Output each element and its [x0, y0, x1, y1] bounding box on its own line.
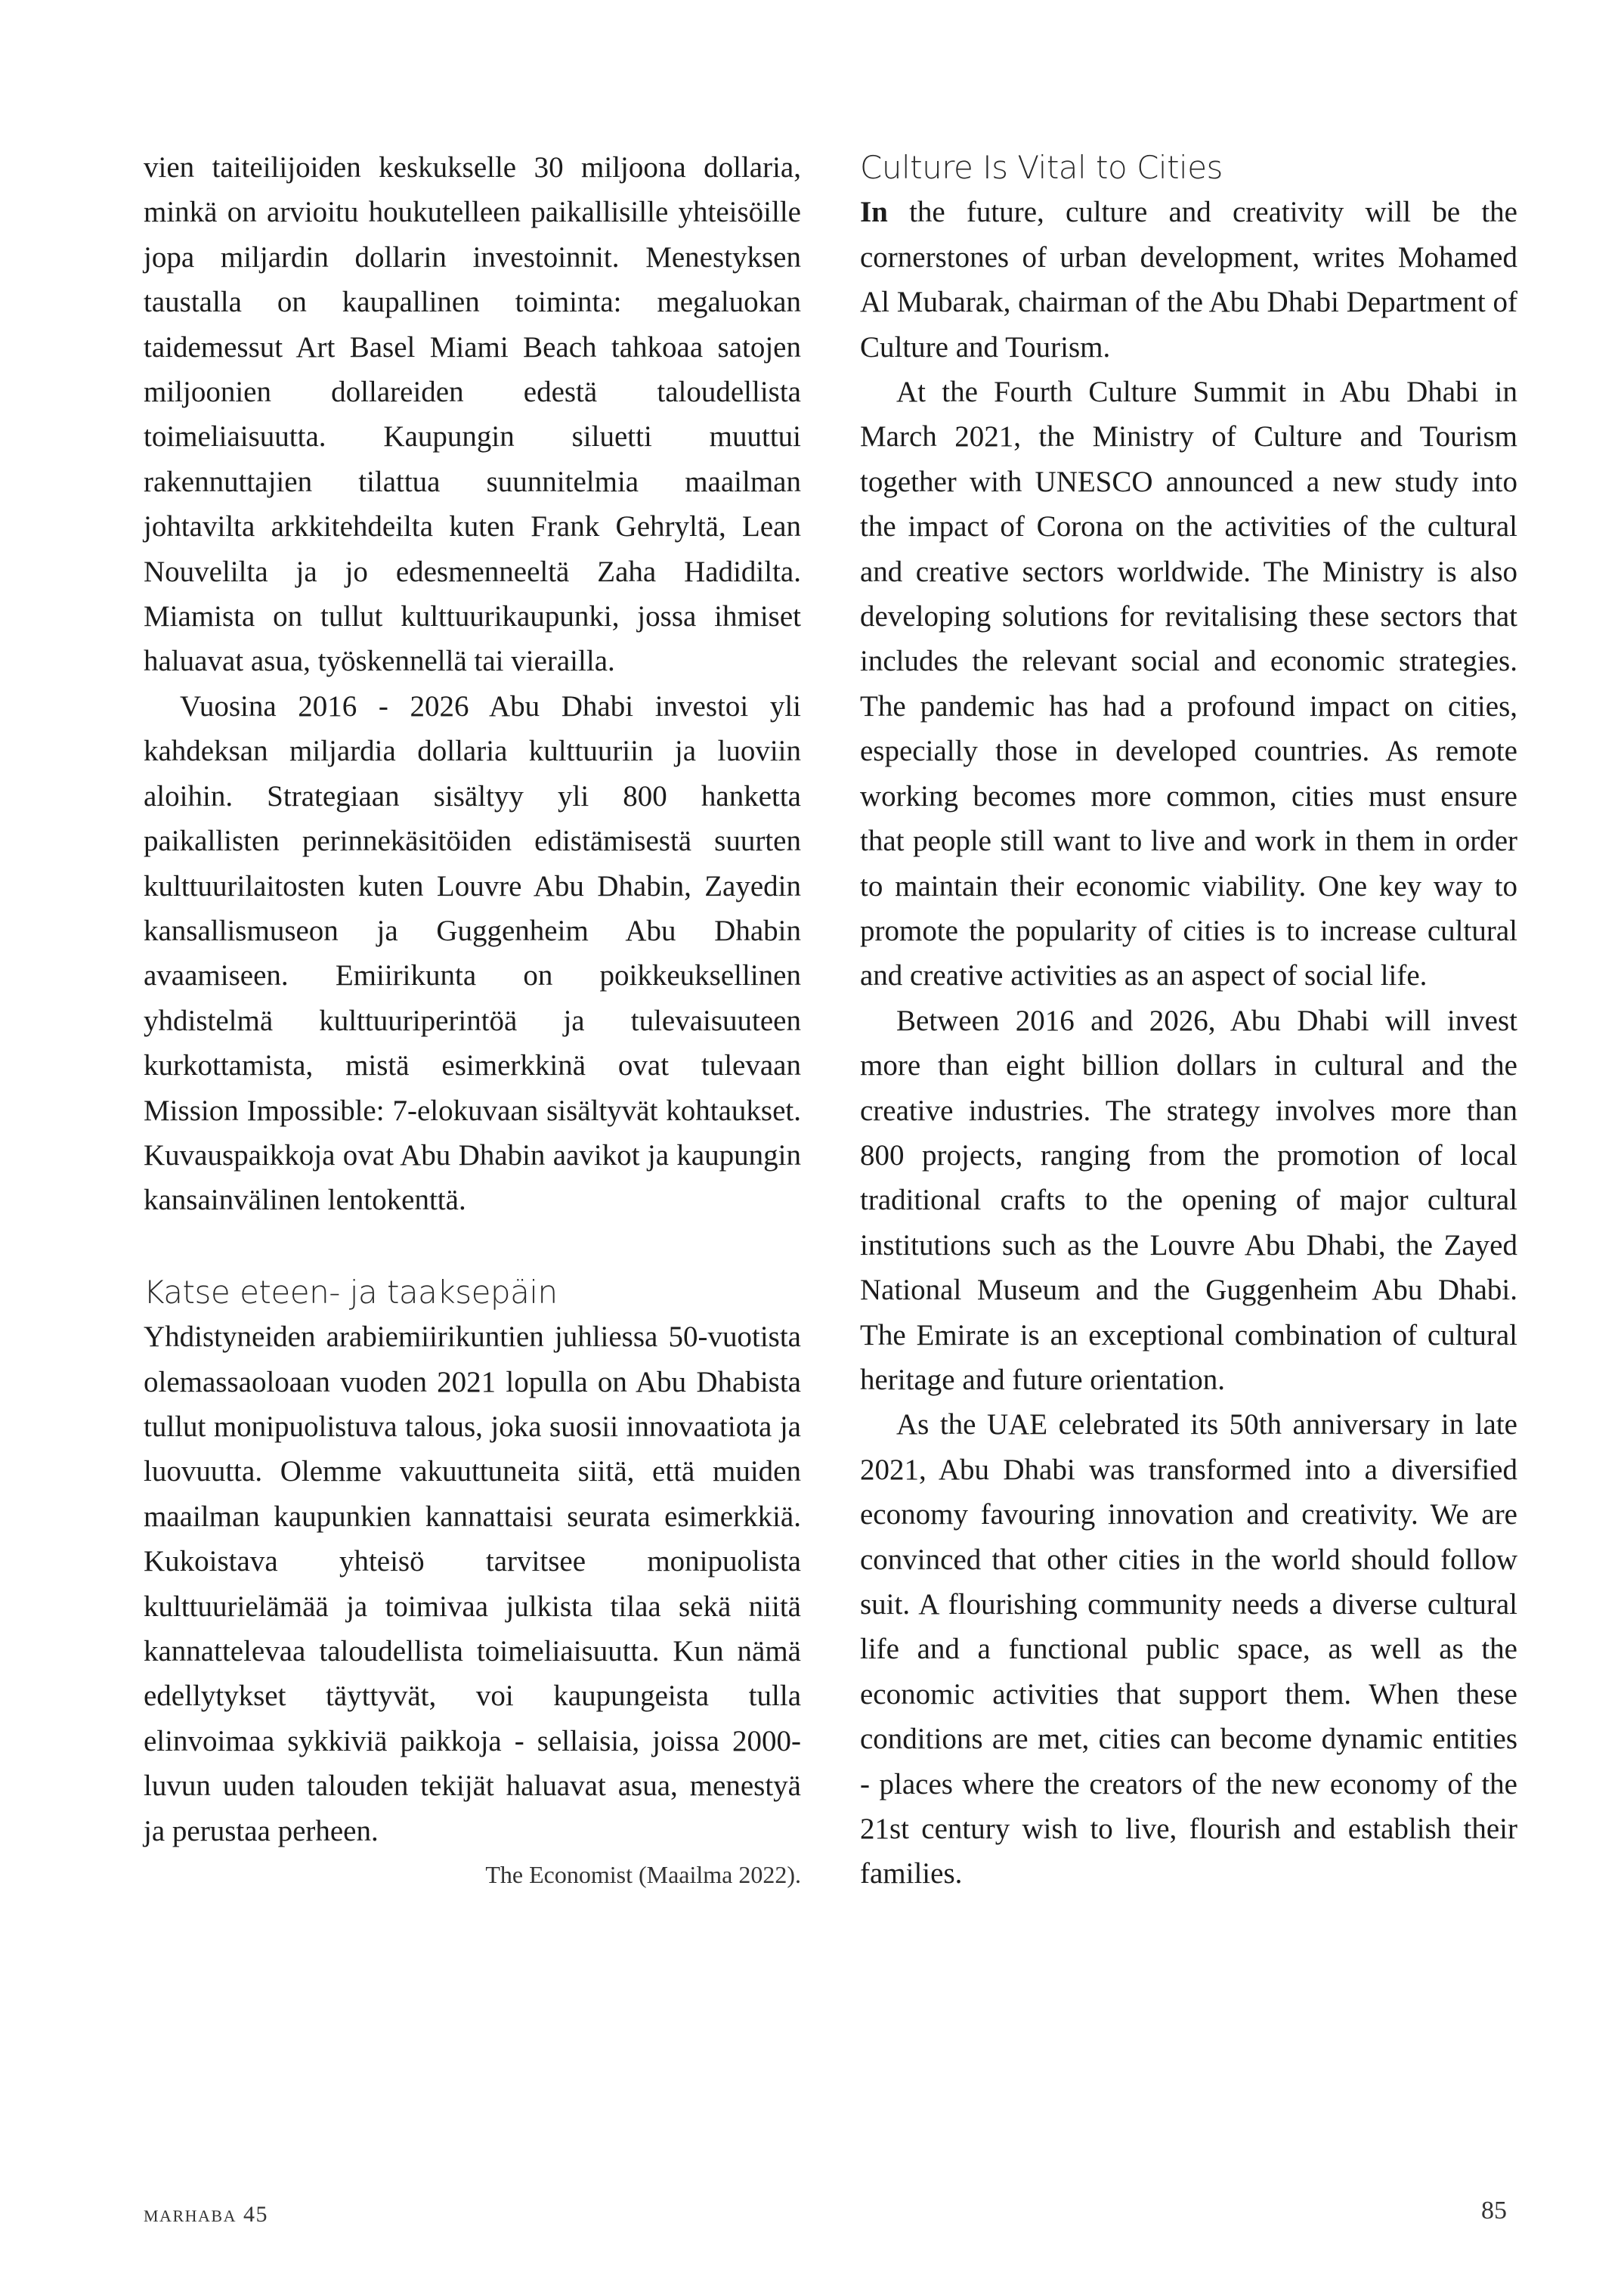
source-citation: The Economist (Maailma 2022). [485, 1861, 801, 1889]
magazine-footer [144, 2200, 268, 2228]
page-number: 85 [1481, 2197, 1507, 2225]
lead-paragraph-text: the future, culture and creativity will be the cornerstones of urban development, writes Mohamed Al Mubarak, chairman of the Abu Dhabi Department of Culture and Tourism. [860, 196, 1517, 364]
body-paragraph: Yhdistyneiden arabiemiirikuntien juhliessa 50-vuotista olemassaoloaan vuoden 2021 lopulla on Abu Dhabista tullut monipuolistuva talous, joka suosii innovaatiota ja luovuutta. Olemme vakuuttuneita siitä, että muiden maailman kaupunkien kannattaisi seurata esimerkkiä. Kukoistava yhteisö tarvitsee monipuolista kulttuurielämää ja toimivaa julkista tilaa sekä niitä kannattelevaa taloudellista toimeliaisuutta. Kun nämä edellytykset täyttyvät, voi kaupungeista tulla elinvoimaa sykkiviä paikkoja - sellaisia, joissa 2000-luvun uuden talouden tekijät haluavat asua, menestyä ja perustaa perheen. [144, 1321, 801, 1847]
lead-word: In [860, 196, 888, 229]
article-heading: Culture Is Vital to Cities [860, 149, 1223, 186]
magazine-name: marhaba [144, 2200, 237, 2227]
body-paragraph: vien taiteilijoiden keskukselle 30 miljoona dollaria, minkä on arvioitu houkutelleen paikallisille yhteisöille jopa miljardin dollarin investoinnit. Menestyksen taustalla on kaupallinen toiminta: megaluokan taidemessut Art Basel Miami Beach tahkoaa satojen miljoonien dollareiden edestä taloudellista toimeliaisuutta. Kaupungin siluetti muuttui rakennuttajien tilattua suunnitelmia maailman johtavilta arkkitehdeilta kuten Frank Gehryltä, Lean Nouvelilta ja jo edesmenneeltä Zaha Hadidilta. Miamista on tullut kulttuurikaupunki, jossa ihmiset haluavat asua, työskennellä tai vierailla. [144, 151, 801, 678]
issue-number: 45 [243, 2202, 268, 2227]
section-heading: Katse eteen- ja taaksepäin [144, 1273, 558, 1311]
body-paragraph: As the UAE celebrated its 50th anniversary in late 2021, Abu Dhabi was transformed into a diversified economy favouring innovation and creativity. We are convinced that other cities in the world should follow suit. A flourishing community needs a diverse cultural life and a functional public space, as well as the economic activities that support them. When these conditions are met, cities can become dynamic entities - places where the creators of the new economy of the 21st century wish to live, flourish and establish their families. [860, 1408, 1517, 1890]
right-column-english [860, 145, 1517, 1896]
lead-paragraph [860, 190, 1517, 370]
body-paragraph: Between 2016 and 2026, Abu Dhabi will invest more than eight billion dollars in cultural and the creative industries. The strategy involves more than 800 projects, ranging from the promotion of local traditional crafts to the opening of major cultural institutions such as the Louvre Abu Dhabi, the Zayed National Museum and the Guggenheim Abu Dhabi. The Emirate is an exceptional combination of cultural heritage and future orientation. [860, 1004, 1517, 1396]
left-column-finnish [144, 145, 801, 1896]
body-paragraph: At the Fourth Culture Summit in Abu Dhabi in March 2021, the Ministry of Culture and Tourism together with UNESCO announced a new study into the impact of Corona on the activities of the cultural and creative sectors worldwide. The Ministry is also developing solutions for revitalising these sectors that includes the relevant social and economic strategies. The pandemic has had a profound impact on cities, especially those in developed countries. As remote working becomes more common, cities must ensure that people still want to live and work in them in order to maintain their economic viability. One key way to promote the popularity of cities is to increase cultural and creative activities as an aspect of social life. [860, 376, 1517, 992]
body-paragraph: Vuosina 2016 - 2026 Abu Dhabi investoi yli kahdeksan miljardia dollaria kulttuuriin ja luoviin aloihin. Strategiaan sisältyy yli 800 hanketta paikallisten perinnekäsitöiden edistämisestä suurten kulttuurilaitosten kuten Louvre Abu Dhabin, Zayedin kansallismuseon ja Guggenheim Abu Dhabin avaamiseen. Emiirikunta on poikkeuksellinen yhdistelmä kulttuuriperintöä ja tulevaisuuteen kurkottamista, mistä esimerkkinä ovat tulevaan Mission Impossible: 7-elokuvaan sisältyvät kohtaukset. Kuvauspaikkoja ovat Abu Dhabin aavikot ja kaupungin kansainvälinen lentokenttä. [144, 689, 801, 1217]
